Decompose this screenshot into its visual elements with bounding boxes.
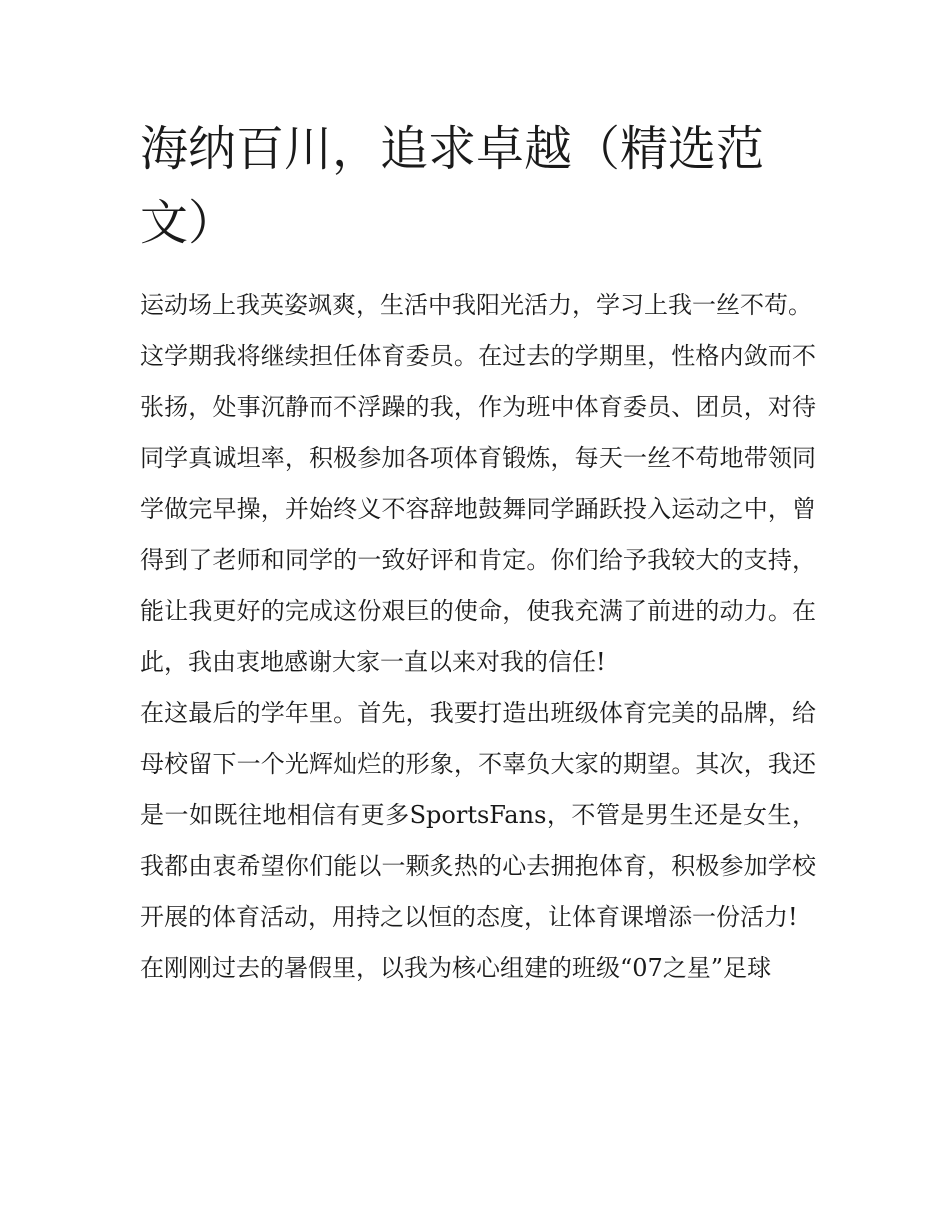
paragraph-final-year: 在这最后的学年里。首先，我要打造出班级体育完美的品牌，给母校留下一个光辉灿烂的形象，不辜负大家的期望。其次，我还是一如既往地相信有更多SportsFans，不管是男生还是女生，我都由衷希望你们能以一颗炙热的心去拥抱体育，积极参加学校开展的体育活动，用持之以恒的态度，让体育课增添一份活力! bbox=[140, 699, 816, 931]
paragraph-summer: 在刚刚过去的暑假里，以我为核心组建的班级“07之星”足球 bbox=[140, 954, 772, 982]
paragraph-past-semester: 这学期我将继续担任体育委员。在过去的学期里，性格内敛而不张扬，处事沉静而不浮躁的我，作为班中体育委员、团员，对待同学真诚坦率，积极参加各项体育锻炼，每天一丝不苟地带领同学做完早操，并始终义不容辞地鼓舞同学踊跃投入运动之中，曾得到了老师和同学的一致好评和肯定。你们给予我较大的支持，能让我更好的完成这份艰巨的使命，使我充满了前进的动力。在此，我由衷地感谢大家一直以来对我的信任! bbox=[140, 342, 816, 676]
document-page bbox=[140, 112, 816, 994]
paragraph-intro: 运动场上我英姿飒爽，生活中我阳光活力，学习上我一丝不苟。 bbox=[140, 291, 812, 319]
document-title: 海纳百川，追求卓越（精选范文） bbox=[140, 121, 765, 251]
document-body bbox=[140, 280, 816, 994]
